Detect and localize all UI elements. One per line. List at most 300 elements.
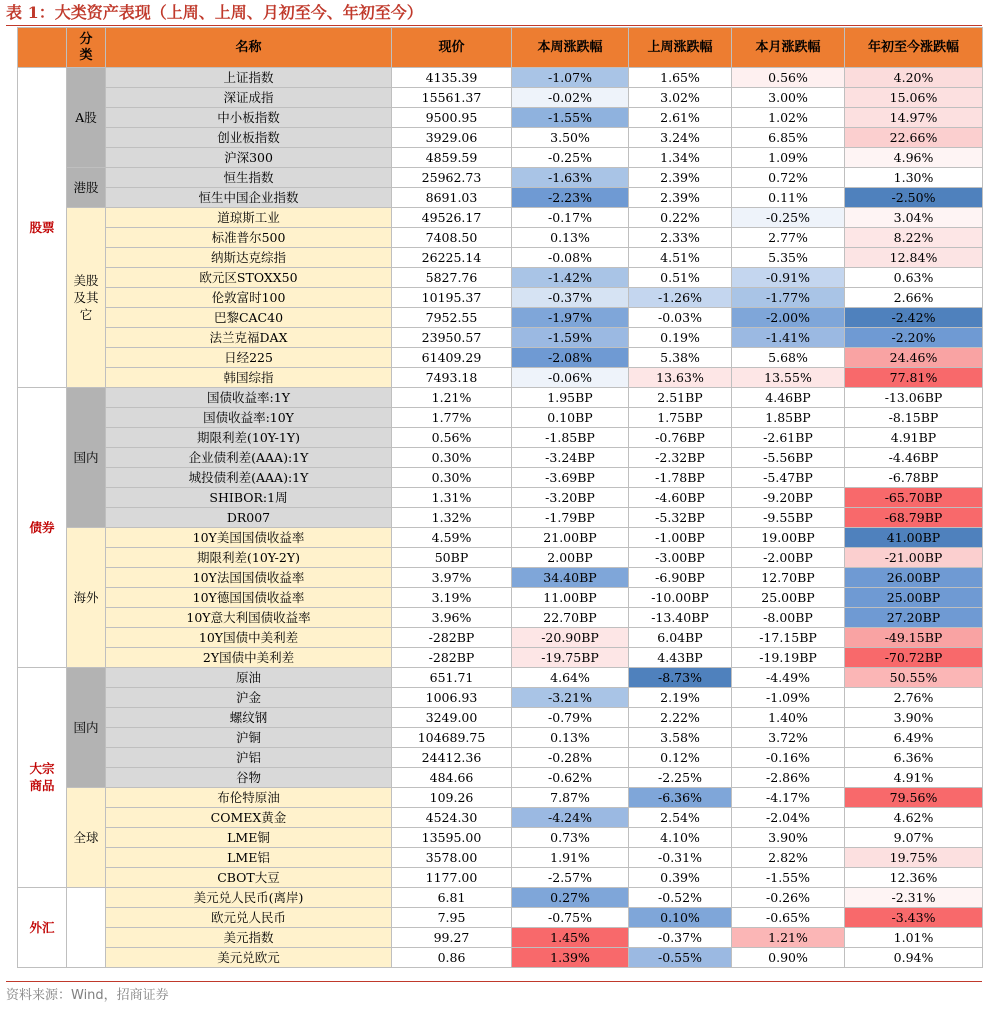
month-change: 1.40%	[732, 708, 845, 728]
current-price: 7408.50	[392, 228, 512, 248]
ytd-change: 6.36%	[845, 748, 983, 768]
subcategory-label: A股	[75, 110, 97, 125]
week-change: -3.69BP	[512, 468, 629, 488]
table-row	[18, 188, 983, 208]
month-change: -1.41%	[732, 328, 845, 348]
week-change: -1.63%	[512, 168, 629, 188]
current-price: 99.27	[392, 928, 512, 948]
week-change: -1.42%	[512, 268, 629, 288]
subcategory-cell	[67, 668, 106, 788]
table-row	[18, 668, 983, 688]
month-change: 3.72%	[732, 728, 845, 748]
month-change: -5.47BP	[732, 468, 845, 488]
month-change: 5.68%	[732, 348, 845, 368]
category-label: 股票	[29, 220, 55, 235]
month-change: -0.25%	[732, 208, 845, 228]
ytd-change: 2.76%	[845, 688, 983, 708]
table-row	[18, 708, 983, 728]
asset-name: 上证指数	[106, 68, 392, 88]
week-change: -19.75BP	[512, 648, 629, 668]
table-row	[18, 748, 983, 768]
ytd-change: 50.55%	[845, 668, 983, 688]
ytd-change: -2.20%	[845, 328, 983, 348]
current-price: 7493.18	[392, 368, 512, 388]
month-change: 5.35%	[732, 248, 845, 268]
ytd-change: -49.15BP	[845, 628, 983, 648]
asset-name: 原油	[106, 668, 392, 688]
last-week-change: -4.60BP	[629, 488, 732, 508]
ytd-change: -3.43%	[845, 908, 983, 928]
current-price: 484.66	[392, 768, 512, 788]
week-change: -1.85BP	[512, 428, 629, 448]
current-price: 25962.73	[392, 168, 512, 188]
last-week-change: -0.76BP	[629, 428, 732, 448]
asset-name: 巴黎CAC40	[106, 308, 392, 328]
current-price: 13595.00	[392, 828, 512, 848]
month-change: -0.16%	[732, 748, 845, 768]
current-price: 0.56%	[392, 428, 512, 448]
ytd-change: 22.66%	[845, 128, 983, 148]
current-price: 23950.57	[392, 328, 512, 348]
asset-name: 创业板指数	[106, 128, 392, 148]
month-change: -4.49%	[732, 668, 845, 688]
month-change: 1.21%	[732, 928, 845, 948]
week-change: -4.24%	[512, 808, 629, 828]
table-row	[18, 928, 983, 948]
current-price: 24412.36	[392, 748, 512, 768]
last-week-change: 3.58%	[629, 728, 732, 748]
asset-name: 美元兑人民币(离岸)	[106, 888, 392, 908]
week-change: 1.91%	[512, 848, 629, 868]
month-change: 19.00BP	[732, 528, 845, 548]
subcategory-label: 国内	[73, 720, 99, 735]
table-row	[18, 468, 983, 488]
ytd-change: 27.20BP	[845, 608, 983, 628]
header-last-week-change: 上周涨跌幅	[629, 28, 732, 68]
asset-name: 美元兑欧元	[106, 948, 392, 968]
current-price: 109.26	[392, 788, 512, 808]
month-change: -2.04%	[732, 808, 845, 828]
asset-name: 10Y美国国债收益率	[106, 528, 392, 548]
subcategory-label: 海外	[73, 590, 99, 605]
asset-name: 纳斯达克综指	[106, 248, 392, 268]
asset-name: 沪深300	[106, 148, 392, 168]
subcategory-cell	[67, 68, 106, 168]
header-month-change: 本月涨跌幅	[732, 28, 845, 68]
table-row	[18, 268, 983, 288]
table-row	[18, 768, 983, 788]
month-change: -5.56BP	[732, 448, 845, 468]
ytd-change: -13.06BP	[845, 388, 983, 408]
ytd-change: -2.31%	[845, 888, 983, 908]
last-week-change: 4.51%	[629, 248, 732, 268]
ytd-change: 1.30%	[845, 168, 983, 188]
ytd-change: 3.04%	[845, 208, 983, 228]
month-change: 0.11%	[732, 188, 845, 208]
current-price: 104689.75	[392, 728, 512, 748]
month-change: -4.17%	[732, 788, 845, 808]
last-week-change: 0.39%	[629, 868, 732, 888]
month-change: 0.90%	[732, 948, 845, 968]
current-price: 4.59%	[392, 528, 512, 548]
table-row	[18, 388, 983, 408]
last-week-change: -1.78BP	[629, 468, 732, 488]
asset-name: 国债收益率:10Y	[106, 408, 392, 428]
week-change: -1.55%	[512, 108, 629, 128]
month-change: 2.77%	[732, 228, 845, 248]
header-week-change: 本周涨跌幅	[512, 28, 629, 68]
current-price: 15561.37	[392, 88, 512, 108]
asset-name: LME铝	[106, 848, 392, 868]
month-change: 0.72%	[732, 168, 845, 188]
table-row	[18, 528, 983, 548]
table-row	[18, 908, 983, 928]
week-change: 0.73%	[512, 828, 629, 848]
header-name: 名称	[106, 28, 392, 68]
table-row	[18, 488, 983, 508]
asset-name: 日经225	[106, 348, 392, 368]
asset-name: 10Y德国国债收益率	[106, 588, 392, 608]
last-week-change: 2.39%	[629, 168, 732, 188]
week-change: 3.50%	[512, 128, 629, 148]
category-cell	[18, 68, 67, 388]
last-week-change: -0.55%	[629, 948, 732, 968]
week-change: 0.13%	[512, 228, 629, 248]
table-row	[18, 608, 983, 628]
asset-name: 期限利差(10Y-2Y)	[106, 548, 392, 568]
week-change: 2.00BP	[512, 548, 629, 568]
week-change: -0.17%	[512, 208, 629, 228]
month-change: -2.61BP	[732, 428, 845, 448]
table-row	[18, 688, 983, 708]
current-price: 10195.37	[392, 288, 512, 308]
current-price: -282BP	[392, 648, 512, 668]
last-week-change: 13.63%	[629, 368, 732, 388]
ytd-change: 15.06%	[845, 88, 983, 108]
asset-name: 伦敦富时100	[106, 288, 392, 308]
week-change: -0.62%	[512, 768, 629, 788]
asset-name: CBOT大豆	[106, 868, 392, 888]
table-row	[18, 428, 983, 448]
week-change: 7.87%	[512, 788, 629, 808]
table-row	[18, 228, 983, 248]
last-week-change: 2.22%	[629, 708, 732, 728]
week-change: 0.10BP	[512, 408, 629, 428]
week-change: -1.97%	[512, 308, 629, 328]
table-row	[18, 248, 983, 268]
table-body	[18, 68, 983, 968]
asset-name: 国债收益率:1Y	[106, 388, 392, 408]
month-change: 0.56%	[732, 68, 845, 88]
asset-name: 中小板指数	[106, 108, 392, 128]
month-change: 1.85BP	[732, 408, 845, 428]
last-week-change: 2.19%	[629, 688, 732, 708]
ytd-change: 0.94%	[845, 948, 983, 968]
last-week-change: 2.54%	[629, 808, 732, 828]
table-row	[18, 508, 983, 528]
table-row	[18, 368, 983, 388]
current-price: 1006.93	[392, 688, 512, 708]
month-change: -2.00%	[732, 308, 845, 328]
week-change: 1.95BP	[512, 388, 629, 408]
ytd-change: 8.22%	[845, 228, 983, 248]
last-week-change: 4.10%	[629, 828, 732, 848]
category-label: 债券	[29, 520, 55, 535]
last-week-change: -6.36%	[629, 788, 732, 808]
last-week-change: -0.03%	[629, 308, 732, 328]
week-change: 21.00BP	[512, 528, 629, 548]
table-row	[18, 568, 983, 588]
month-change: 13.55%	[732, 368, 845, 388]
asset-performance-table	[17, 27, 983, 968]
asset-name: 法兰克福DAX	[106, 328, 392, 348]
table-row	[18, 588, 983, 608]
subcategory-cell	[67, 388, 106, 528]
ytd-change: -4.46BP	[845, 448, 983, 468]
current-price: 4859.59	[392, 148, 512, 168]
week-change: -3.24BP	[512, 448, 629, 468]
asset-name: 10Y国债中美利差	[106, 628, 392, 648]
ytd-change: -8.15BP	[845, 408, 983, 428]
week-change: -2.23%	[512, 188, 629, 208]
ytd-change: 1.01%	[845, 928, 983, 948]
last-week-change: -0.31%	[629, 848, 732, 868]
asset-name: 10Y法国国债收益率	[106, 568, 392, 588]
week-change: -0.79%	[512, 708, 629, 728]
week-change: -0.25%	[512, 148, 629, 168]
category-cell	[18, 888, 67, 968]
week-change: -0.75%	[512, 908, 629, 928]
current-price: 0.30%	[392, 448, 512, 468]
week-change: 34.40BP	[512, 568, 629, 588]
last-week-change: -2.25%	[629, 768, 732, 788]
asset-name: 沪铜	[106, 728, 392, 748]
asset-name: SHIBOR:1周	[106, 488, 392, 508]
asset-name: 欧元区STOXX50	[106, 268, 392, 288]
category-label: 大宗商品	[29, 761, 55, 793]
last-week-change: -13.40BP	[629, 608, 732, 628]
asset-name: COMEX黄金	[106, 808, 392, 828]
month-change: 3.00%	[732, 88, 845, 108]
last-week-change: 2.51BP	[629, 388, 732, 408]
source-note: 资料来源：Wind，招商证券	[6, 988, 169, 1003]
week-change: -0.28%	[512, 748, 629, 768]
subcategory-cell	[67, 888, 106, 968]
category-cell	[18, 668, 67, 888]
subcategory-cell	[67, 208, 106, 388]
table-row	[18, 168, 983, 188]
table-row	[18, 348, 983, 368]
ytd-change: 9.07%	[845, 828, 983, 848]
current-price: 3.19%	[392, 588, 512, 608]
asset-name: 恒生中国企业指数	[106, 188, 392, 208]
ytd-change: -2.50%	[845, 188, 983, 208]
week-change: -3.21%	[512, 688, 629, 708]
source-rule	[6, 981, 982, 982]
week-change: -1.59%	[512, 328, 629, 348]
asset-name: LME铜	[106, 828, 392, 848]
table-row	[18, 288, 983, 308]
ytd-change: 4.91%	[845, 768, 983, 788]
current-price: 49526.17	[392, 208, 512, 228]
last-week-change: -0.52%	[629, 888, 732, 908]
ytd-change: -68.79BP	[845, 508, 983, 528]
ytd-change: 41.00BP	[845, 528, 983, 548]
week-change: -1.07%	[512, 68, 629, 88]
current-price: 1.77%	[392, 408, 512, 428]
asset-name: 2Y国债中美利差	[106, 648, 392, 668]
ytd-change: 79.56%	[845, 788, 983, 808]
asset-name: 韩国综指	[106, 368, 392, 388]
asset-name: 沪铝	[106, 748, 392, 768]
week-change: -0.06%	[512, 368, 629, 388]
asset-name: 期限利差(10Y-1Y)	[106, 428, 392, 448]
last-week-change: 5.38%	[629, 348, 732, 368]
last-week-change: 0.51%	[629, 268, 732, 288]
table-row	[18, 888, 983, 908]
asset-name: 城投债利差(AAA):1Y	[106, 468, 392, 488]
month-change: -0.65%	[732, 908, 845, 928]
last-week-change: 2.61%	[629, 108, 732, 128]
last-week-change: -1.26%	[629, 288, 732, 308]
month-change: -9.55BP	[732, 508, 845, 528]
ytd-change: -65.70BP	[845, 488, 983, 508]
current-price: 0.30%	[392, 468, 512, 488]
asset-name: 道琼斯工业	[106, 208, 392, 228]
ytd-change: 77.81%	[845, 368, 983, 388]
ytd-change: 3.90%	[845, 708, 983, 728]
ytd-change: 12.84%	[845, 248, 983, 268]
current-price: 651.71	[392, 668, 512, 688]
ytd-change: 4.62%	[845, 808, 983, 828]
current-price: 7952.55	[392, 308, 512, 328]
subcategory-cell	[67, 788, 106, 888]
header-category	[18, 28, 67, 68]
week-change: 0.13%	[512, 728, 629, 748]
week-change: -2.08%	[512, 348, 629, 368]
ytd-change: 0.63%	[845, 268, 983, 288]
week-change: 1.45%	[512, 928, 629, 948]
month-change: -19.19BP	[732, 648, 845, 668]
month-change: -2.86%	[732, 768, 845, 788]
week-change: 22.70BP	[512, 608, 629, 628]
category-label: 外汇	[29, 920, 55, 935]
month-change: -1.55%	[732, 868, 845, 888]
subcategory-cell	[67, 168, 106, 208]
asset-name: 谷物	[106, 768, 392, 788]
table-row	[18, 408, 983, 428]
month-change: 6.85%	[732, 128, 845, 148]
subcategory-label: 国内	[73, 450, 99, 465]
ytd-change: 12.36%	[845, 868, 983, 888]
ytd-change: 24.46%	[845, 348, 983, 368]
ytd-change: 4.20%	[845, 68, 983, 88]
month-change: -0.91%	[732, 268, 845, 288]
week-change: -3.20BP	[512, 488, 629, 508]
current-price: 4524.30	[392, 808, 512, 828]
table-row	[18, 148, 983, 168]
current-price: 1.32%	[392, 508, 512, 528]
last-week-change: 0.22%	[629, 208, 732, 228]
current-price: 61409.29	[392, 348, 512, 368]
month-change: 25.00BP	[732, 588, 845, 608]
table-row	[18, 128, 983, 148]
table-row	[18, 628, 983, 648]
asset-name: 企业债利差(AAA):1Y	[106, 448, 392, 468]
month-change: -8.00BP	[732, 608, 845, 628]
ytd-change: 4.91BP	[845, 428, 983, 448]
week-change: -0.08%	[512, 248, 629, 268]
current-price: 3.97%	[392, 568, 512, 588]
last-week-change: 2.33%	[629, 228, 732, 248]
asset-name: 螺纹钢	[106, 708, 392, 728]
week-change: -0.37%	[512, 288, 629, 308]
subcategory-cell	[67, 528, 106, 668]
table-row	[18, 328, 983, 348]
header-ytd-change: 年初至今涨跌幅	[845, 28, 983, 68]
asset-name: DR007	[106, 508, 392, 528]
last-week-change: -6.90BP	[629, 568, 732, 588]
current-price: 1.31%	[392, 488, 512, 508]
last-week-change: 1.75BP	[629, 408, 732, 428]
last-week-change: 2.39%	[629, 188, 732, 208]
subcategory-label: 港股	[73, 180, 99, 195]
table-row	[18, 68, 983, 88]
subcategory-label: 美股及其它	[73, 272, 99, 322]
table-row	[18, 448, 983, 468]
ytd-change: 6.49%	[845, 728, 983, 748]
ytd-change: 19.75%	[845, 848, 983, 868]
asset-name: 欧元兑人民币	[106, 908, 392, 928]
week-change: 0.27%	[512, 888, 629, 908]
last-week-change: 0.19%	[629, 328, 732, 348]
asset-name: 10Y意大利国债收益率	[106, 608, 392, 628]
month-change: -17.15BP	[732, 628, 845, 648]
month-change: -1.77%	[732, 288, 845, 308]
table-row	[18, 788, 983, 808]
table-row	[18, 88, 983, 108]
ytd-change: -6.78BP	[845, 468, 983, 488]
last-week-change: 1.65%	[629, 68, 732, 88]
header-price: 现价	[392, 28, 512, 68]
asset-name: 标准普尔500	[106, 228, 392, 248]
current-price: 1177.00	[392, 868, 512, 888]
last-week-change: 6.04BP	[629, 628, 732, 648]
ytd-change: 2.66%	[845, 288, 983, 308]
last-week-change: -10.00BP	[629, 588, 732, 608]
last-week-change: -3.00BP	[629, 548, 732, 568]
month-change: -0.26%	[732, 888, 845, 908]
table-row	[18, 308, 983, 328]
month-change: 2.82%	[732, 848, 845, 868]
month-change: -2.00BP	[732, 548, 845, 568]
asset-name: 恒生指数	[106, 168, 392, 188]
current-price: 5827.76	[392, 268, 512, 288]
last-week-change: 4.43BP	[629, 648, 732, 668]
header-subcategory-label: 分类	[79, 31, 93, 63]
current-price: 8691.03	[392, 188, 512, 208]
last-week-change: 0.12%	[629, 748, 732, 768]
current-price: 6.81	[392, 888, 512, 908]
last-week-change: 3.02%	[629, 88, 732, 108]
table-row	[18, 808, 983, 828]
table-row	[18, 728, 983, 748]
last-week-change: -1.00BP	[629, 528, 732, 548]
category-cell	[18, 388, 67, 668]
week-change: 4.64%	[512, 668, 629, 688]
month-change: 3.90%	[732, 828, 845, 848]
current-price: 9500.95	[392, 108, 512, 128]
